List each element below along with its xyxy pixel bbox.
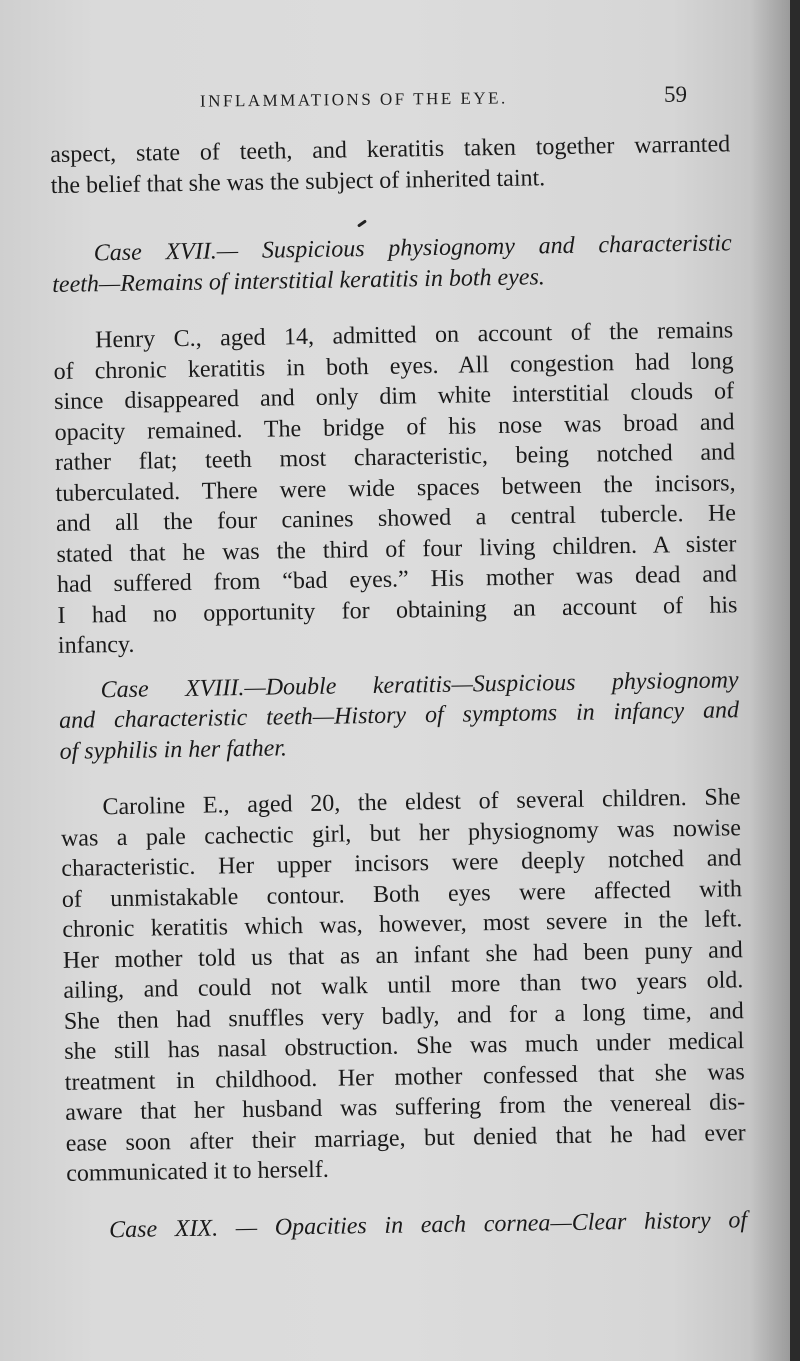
text-line: communicated it to herself. (66, 1156, 330, 1187)
text-line: Caroline E., aged 20, the eldest of several children. She (102, 784, 741, 821)
caption-line: Case XVIII.—Double keratitis—Suspicious physiognomy (100, 666, 739, 703)
caption-line: and characteristic teeth—History of symptoms in infancy and (58, 697, 740, 734)
caption-line: of syphilis in her father. (59, 734, 288, 765)
text-line: Her mother told us that as an infant she had been puny and (62, 936, 744, 974)
case-xviii-body (60, 782, 746, 1189)
text-line: the belief that she was the subject of inherited taint. (50, 164, 546, 199)
text-line: treatment in childhood. Her mother confessed that she was (64, 1058, 745, 1096)
text-line: stated that he was the third of four living children. A sister (56, 530, 737, 568)
text-line: since disappeared and only dim white interstitial clouds of (53, 378, 735, 415)
text-line: of chronic keratitis in both eyes. All congestion had long (53, 347, 734, 385)
case-xvii-caption (52, 228, 733, 300)
caption-line: teeth—Remains of interstitial keratitis in both eyes. (52, 263, 546, 298)
continuation-paragraph (50, 129, 731, 201)
text-line: of unmistakable contour. Both eyes were affected with (61, 875, 743, 913)
text-line: and all the four canines showed a central tubercle. He (55, 500, 737, 537)
page-header (0, 82, 790, 122)
text-line: aspect, state of teeth, and keratitis taken together warranted (50, 131, 731, 168)
text-line: she still has nasal obstruction. She was much under medical (64, 1028, 745, 1065)
text-line: tuberculated. There were wide spaces between the incisors, (55, 469, 736, 507)
text-line: Henry C., aged 14, admitted on account of the remains (94, 317, 734, 354)
text-line: rather flat; teeth most characteristic, being notched and (54, 439, 736, 476)
text-line: was a pale cachectic girl, but her physiognomy was nowise (60, 814, 742, 852)
page-number: 59 (664, 82, 687, 107)
text-line: She then had snuffles very badly, and for a long time, and (63, 997, 744, 1035)
text-line: ease soon after their marriage, but denied that he had ever (65, 1119, 746, 1157)
caption-line: Case XVII.— Suspicious physiognomy and characteristic (93, 230, 732, 267)
text-line: chronic keratitis which was, however, most severe in the left. (62, 906, 743, 943)
text-line: aware that her husband was suffering from the venereal dis- (65, 1089, 746, 1126)
caption-line: Case XIX. — Opacities in each cornea—Clear history of (108, 1206, 748, 1243)
case-xviii-caption (58, 665, 739, 767)
case-xvii-body (53, 315, 738, 661)
text-line: ailing, and could not walk until more than two years old. (63, 967, 744, 1004)
text-block (50, 129, 747, 1246)
running-head: INFLAMMATIONS OF THE EYE. (199, 88, 508, 111)
text-line: opacity remained. The bridge of his nose was broad and (54, 408, 735, 446)
text-line: had suffered from “bad eyes.” His mother was dead and (56, 561, 738, 598)
text-line: characteristic. Her upper incisors were deeply notched and (61, 845, 742, 882)
text-line: I had no opportunity for obtaining an account of his (57, 591, 738, 629)
text-line: infancy. (57, 631, 135, 659)
